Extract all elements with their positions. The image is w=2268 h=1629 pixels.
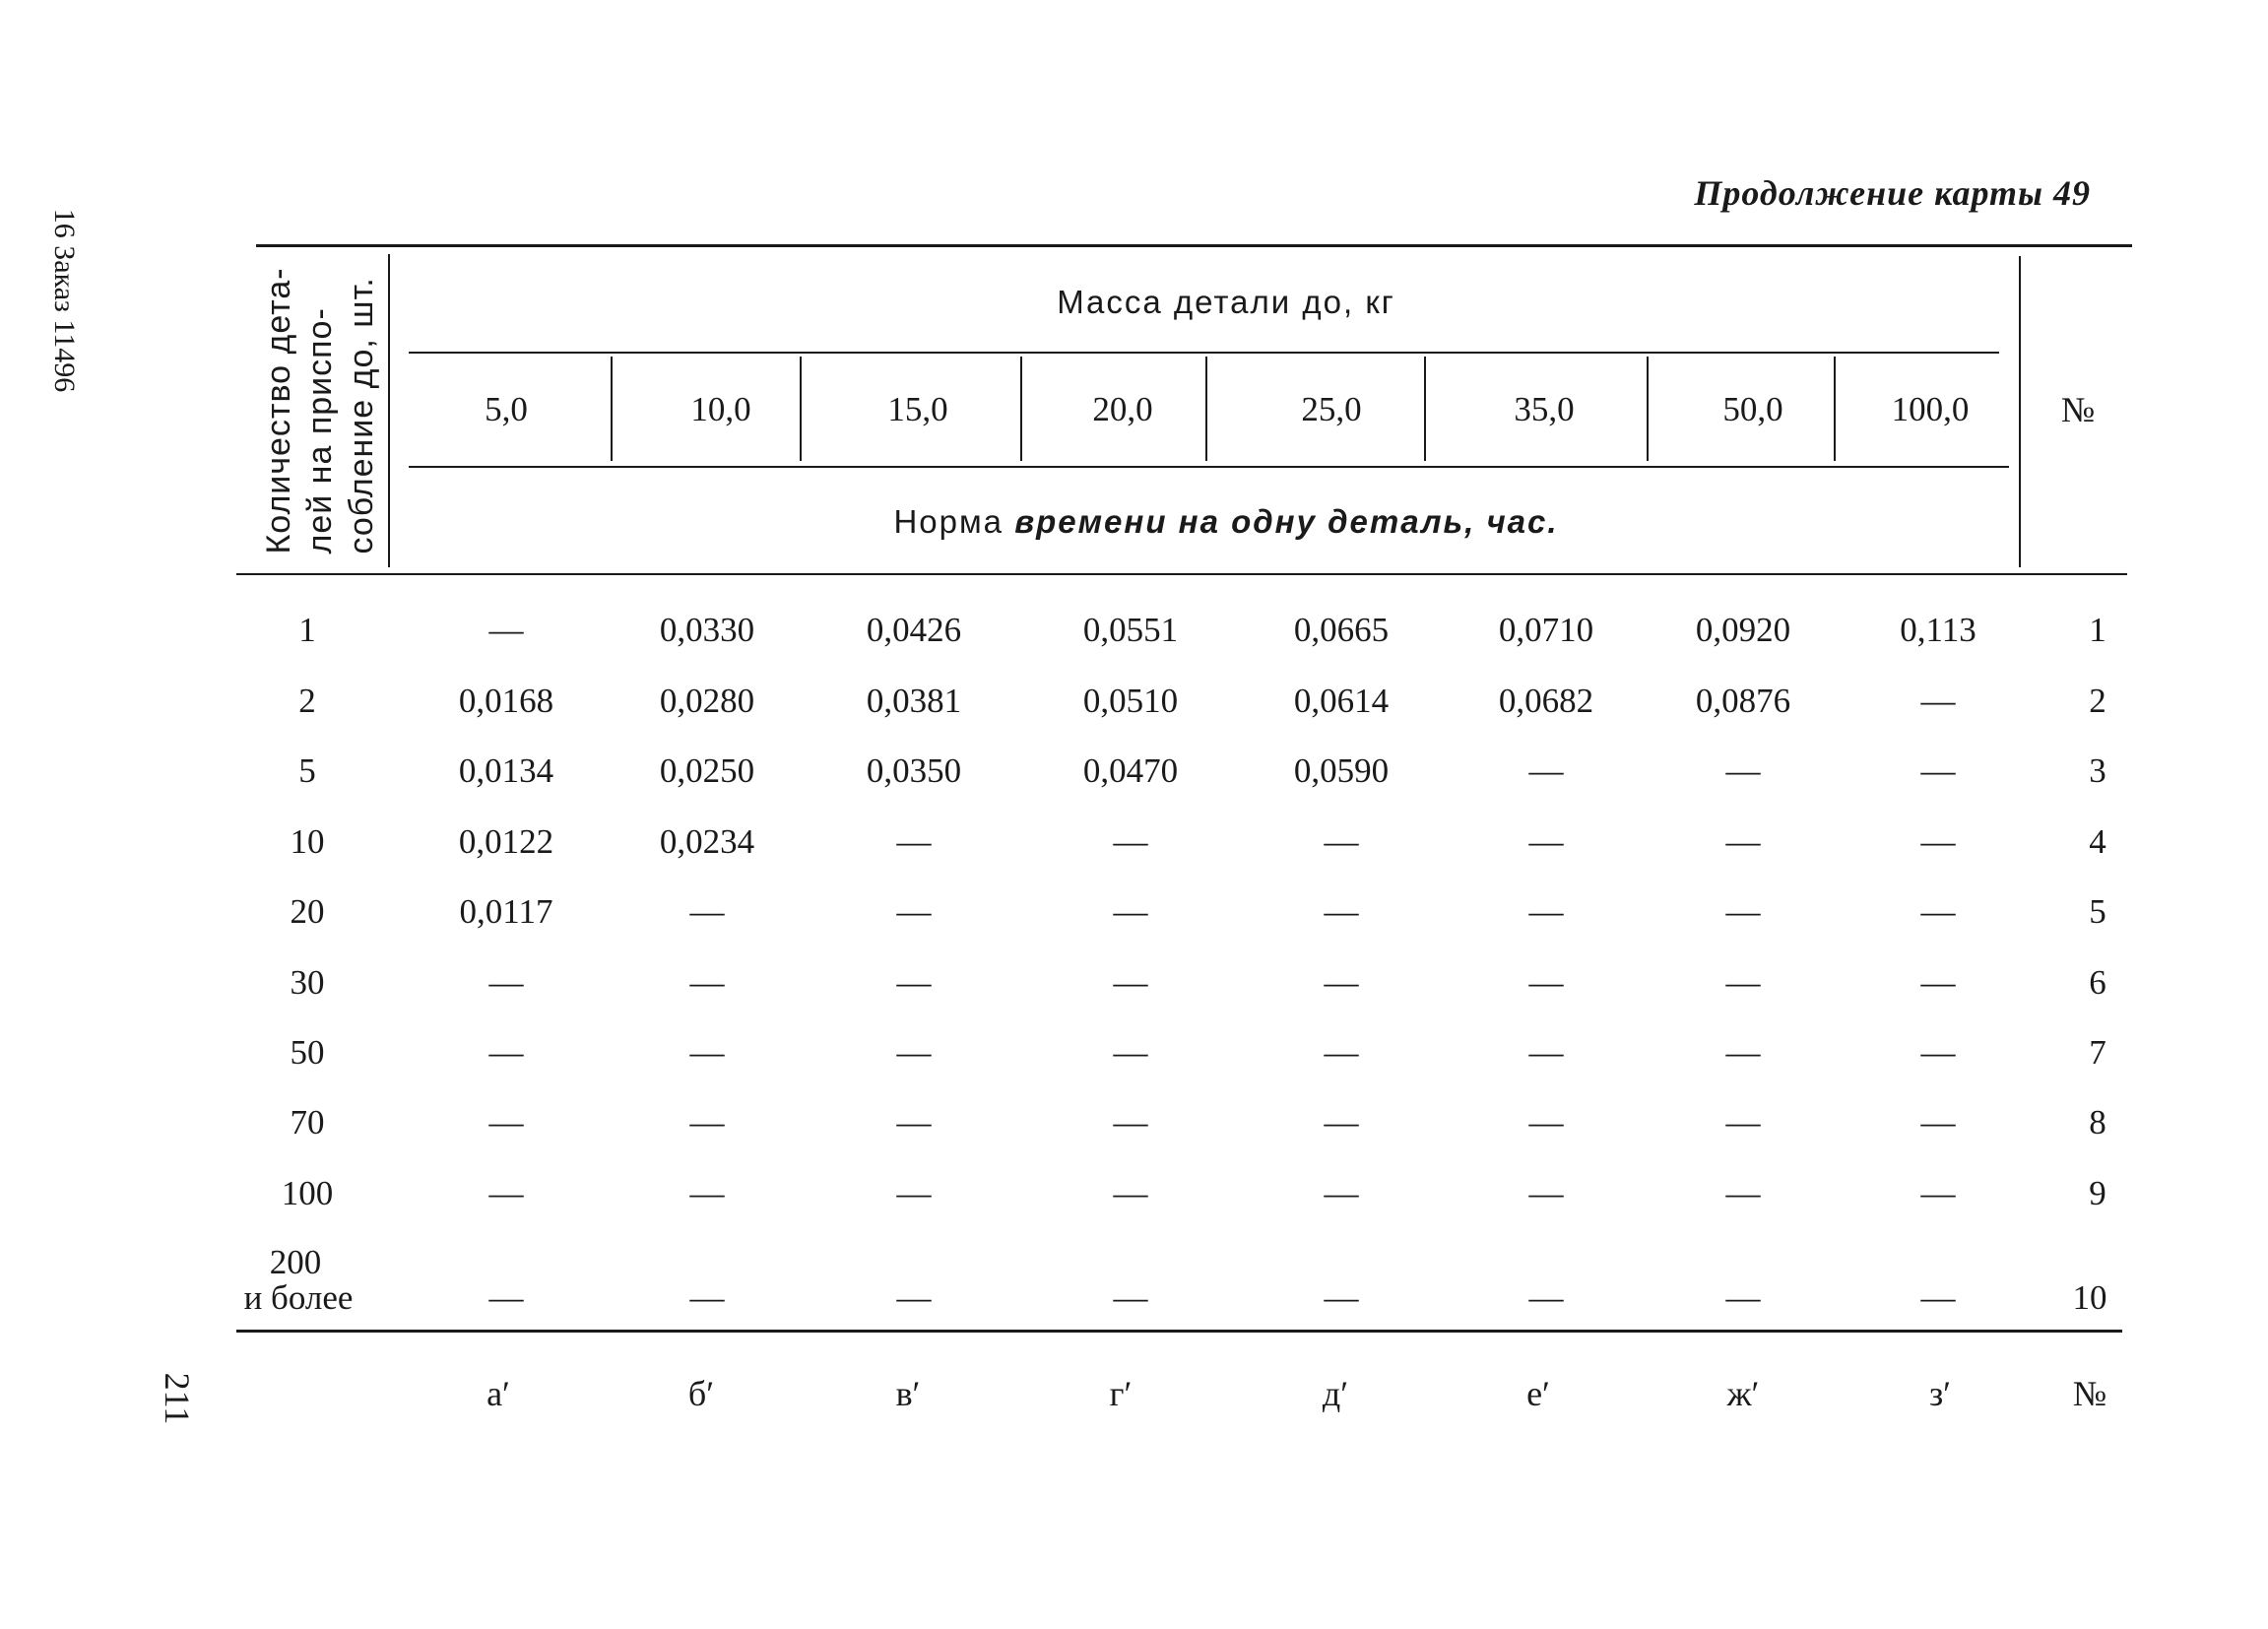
- mass-col-header: 50,0: [1722, 390, 1783, 428]
- continuation-caption: Продолжение карты 49: [1694, 173, 2091, 213]
- quantity-cell: 200: [269, 1243, 322, 1281]
- norm-value-cell: —: [1920, 1278, 1956, 1317]
- norm-value-cell: —: [1324, 1103, 1359, 1141]
- mass-col-divider: [1647, 357, 1649, 461]
- norm-value-cell: —: [1113, 1174, 1148, 1212]
- norm-value-cell: —: [1324, 1174, 1359, 1212]
- row-header-line: Количество дета-: [260, 267, 297, 554]
- column-label: ж′: [1726, 1374, 1760, 1413]
- quantity-cell-continued: и более: [243, 1278, 354, 1317]
- norm-value-cell: —: [1113, 822, 1148, 861]
- norm-value-cell: —: [896, 1103, 932, 1141]
- mass-col-divider: [1834, 357, 1836, 461]
- mass-col-header: 5,0: [485, 390, 528, 428]
- norm-value-cell: —: [1324, 1033, 1359, 1072]
- norm-header-prefix: Норма: [893, 503, 1015, 540]
- mass-col-header: 10,0: [690, 390, 751, 428]
- quantity-cell: 30: [290, 963, 325, 1002]
- norm-header-suffix: час.: [1486, 503, 1559, 540]
- norm-value-cell: —: [488, 1278, 524, 1317]
- norm-value-cell: —: [689, 963, 725, 1002]
- norm-header: [893, 503, 1558, 541]
- side-order-note: 16 Заказ 11496: [48, 208, 81, 393]
- norm-value-cell: —: [1725, 1033, 1761, 1072]
- norm-value-cell: —: [1920, 1103, 1956, 1141]
- row-number-cell: 2: [2089, 682, 2106, 720]
- norm-value-cell: —: [1528, 1174, 1564, 1212]
- mass-col-header: 20,0: [1092, 390, 1153, 428]
- norm-value-cell: —: [488, 1103, 524, 1141]
- row-number-cell: 10: [2072, 1278, 2107, 1317]
- norm-value-cell: 0,0920: [1695, 611, 1791, 649]
- norm-value-cell: —: [896, 963, 932, 1002]
- norm-value-cell: —: [689, 1103, 725, 1141]
- norm-value-cell: —: [488, 1174, 524, 1212]
- num-column-divider: [2019, 256, 2021, 567]
- norm-value-cell: 0,0551: [1082, 611, 1179, 649]
- norm-value-cell: 0,0665: [1293, 611, 1390, 649]
- norm-value-cell: —: [1920, 682, 1956, 720]
- quantity-cell: 2: [298, 682, 316, 720]
- column-label: з′: [1928, 1374, 1952, 1413]
- row-number-cell: 7: [2089, 1033, 2106, 1072]
- norm-value-cell: —: [896, 822, 932, 861]
- norm-value-cell: 0,0510: [1082, 682, 1179, 720]
- norm-value-cell: 0,0134: [458, 751, 554, 790]
- norm-value-cell: —: [1725, 751, 1761, 790]
- row-number-cell: 3: [2089, 751, 2106, 790]
- norm-value-cell: —: [1920, 963, 1956, 1002]
- norm-value-cell: —: [896, 1174, 932, 1212]
- norm-value-cell: —: [896, 1278, 932, 1317]
- norm-value-cell: —: [1725, 822, 1761, 861]
- norm-value-cell: —: [1324, 963, 1359, 1002]
- norm-value-cell: 0,0381: [866, 682, 962, 720]
- norm-value-cell: —: [488, 611, 524, 649]
- norm-value-cell: —: [1920, 822, 1956, 861]
- norm-value-cell: —: [1113, 1033, 1148, 1072]
- norm-value-cell: —: [1324, 892, 1359, 931]
- mass-col-header: 25,0: [1301, 390, 1362, 428]
- norm-value-cell: —: [1113, 1278, 1148, 1317]
- norm-value-cell: 0,0470: [1082, 751, 1179, 790]
- norm-value-cell: —: [689, 1174, 725, 1212]
- norm-value-cell: —: [1528, 1033, 1564, 1072]
- norm-value-cell: 0,0682: [1498, 682, 1594, 720]
- norm-value-cell: 0,0350: [866, 751, 962, 790]
- quantity-cell: 70: [290, 1103, 325, 1141]
- norm-value-cell: —: [1324, 822, 1359, 861]
- norm-value-cell: —: [1725, 892, 1761, 931]
- mass-header-rule: [409, 352, 1999, 354]
- row-number-cell: 4: [2089, 822, 2106, 861]
- quantity-cell: 5: [298, 751, 316, 790]
- norm-value-cell: 0,0168: [458, 682, 554, 720]
- quantity-cell: 20: [290, 892, 325, 931]
- norm-value-cell: 0,0117: [459, 892, 553, 931]
- norm-value-cell: —: [1324, 1278, 1359, 1317]
- norm-value-cell: 0,0122: [458, 822, 554, 861]
- column-label: г′: [1109, 1374, 1133, 1413]
- row-number-cell: 6: [2089, 963, 2106, 1002]
- quantity-cell: 10: [290, 822, 325, 861]
- row-header-quantity: [258, 244, 382, 554]
- page-number: 211: [158, 1372, 197, 1425]
- mass-col-header: 35,0: [1514, 390, 1575, 428]
- quantity-cell: 50: [290, 1033, 325, 1072]
- column-label: д′: [1322, 1374, 1349, 1413]
- norm-value-cell: 0,0876: [1695, 682, 1791, 720]
- norm-value-cell: —: [488, 1033, 524, 1072]
- column-label: а′: [486, 1374, 510, 1413]
- norm-value-cell: —: [1528, 963, 1564, 1002]
- mass-col-divider: [611, 357, 613, 461]
- norm-value-cell: —: [896, 1033, 932, 1072]
- quantity-cell: 1: [298, 611, 316, 649]
- norm-value-cell: 0,0614: [1293, 682, 1390, 720]
- norm-value-cell: —: [689, 1278, 725, 1317]
- norm-value-cell: 0,0710: [1498, 611, 1594, 649]
- column-label: е′: [1526, 1374, 1550, 1413]
- norm-value-cell: —: [1113, 892, 1148, 931]
- norm-value-cell: —: [1725, 1278, 1761, 1317]
- norm-value-cell: 0,0330: [659, 611, 755, 649]
- column-label: в′: [895, 1374, 921, 1413]
- norm-value-cell: —: [1113, 1103, 1148, 1141]
- table-bottom-rule: [236, 1330, 2122, 1333]
- norm-value-cell: —: [689, 892, 725, 931]
- norm-value-cell: 0,113: [1900, 611, 1976, 649]
- norm-value-cell: —: [1725, 1174, 1761, 1212]
- norm-value-cell: —: [1920, 1033, 1956, 1072]
- row-header-line: лей на приспо-: [301, 307, 339, 554]
- num-header: №: [2060, 390, 2096, 429]
- row-number-cell: 8: [2089, 1103, 2106, 1141]
- mass-header: Масса детали до, кг: [1057, 284, 1395, 320]
- column-label: б′: [687, 1374, 715, 1413]
- norm-header-mid: времени на одну деталь,: [1014, 503, 1487, 540]
- row-header-line: собление до, шт.: [343, 277, 380, 554]
- row-number-cell: 1: [2089, 611, 2106, 649]
- norm-value-cell: —: [1920, 751, 1956, 790]
- norm-value-cell: —: [1528, 892, 1564, 931]
- norm-value-cell: —: [1725, 963, 1761, 1002]
- mass-col-divider: [800, 357, 802, 461]
- norm-value-cell: —: [1113, 963, 1148, 1002]
- mass-col-divider: [1205, 357, 1207, 461]
- mass-col-divider: [1424, 357, 1426, 461]
- norm-value-cell: —: [1725, 1103, 1761, 1141]
- norm-value-cell: —: [1528, 1103, 1564, 1141]
- mass-col-header: 15,0: [887, 390, 948, 428]
- quantity-cell: 100: [281, 1174, 334, 1212]
- header-bottom-rule: [236, 573, 2127, 575]
- mass-values-rule: [409, 466, 2009, 468]
- norm-value-cell: 0,0234: [659, 822, 755, 861]
- mass-col-header: 100,0: [1891, 390, 1970, 428]
- table-top-rule: [256, 244, 2132, 247]
- norm-value-cell: 0,0426: [866, 611, 962, 649]
- norm-value-cell: —: [896, 892, 932, 931]
- norm-value-cell: —: [1528, 822, 1564, 861]
- norm-value-cell: —: [1528, 751, 1564, 790]
- norm-value-cell: —: [1920, 892, 1956, 931]
- norm-value-cell: —: [1920, 1174, 1956, 1212]
- mass-col-divider: [1020, 357, 1022, 461]
- norm-value-cell: 0,0590: [1293, 751, 1390, 790]
- row-number-cell: 5: [2089, 892, 2106, 931]
- norm-value-cell: 0,0250: [659, 751, 755, 790]
- norm-value-cell: —: [689, 1033, 725, 1072]
- norm-value-cell: 0,0280: [659, 682, 755, 720]
- norm-value-cell: —: [1528, 1278, 1564, 1317]
- row-header-divider: [388, 254, 390, 567]
- norm-value-cell: —: [488, 963, 524, 1002]
- row-number-cell: 9: [2089, 1174, 2106, 1212]
- footer-num-label: №: [2072, 1374, 2107, 1413]
